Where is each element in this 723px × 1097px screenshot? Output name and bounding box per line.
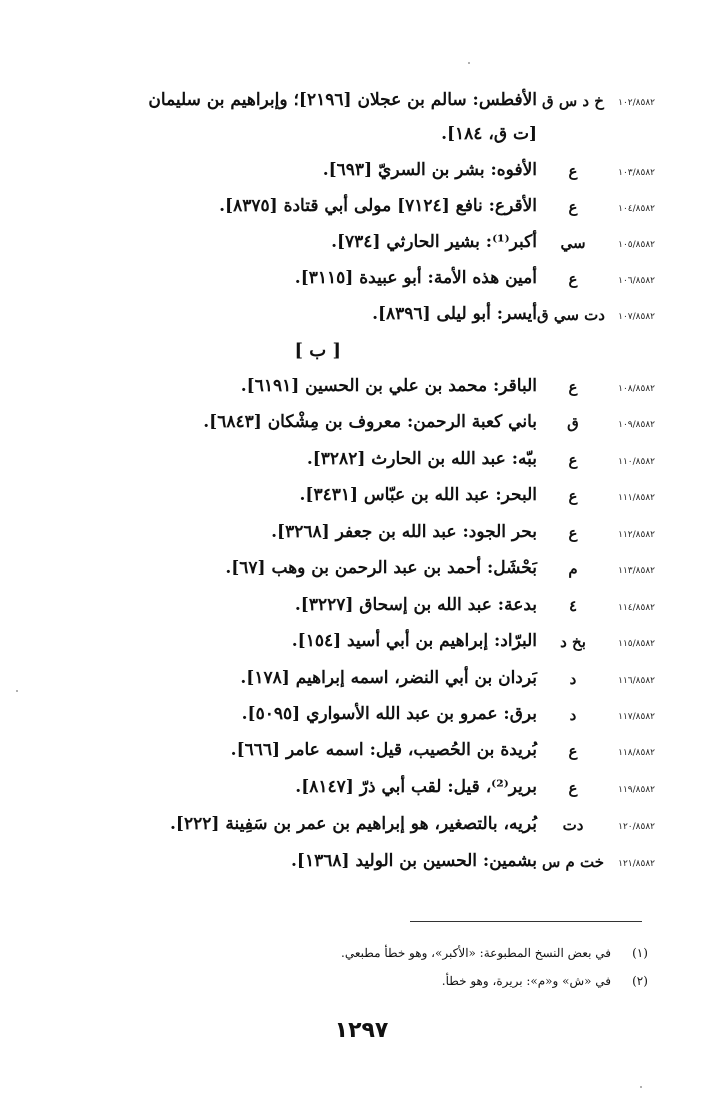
entry-number: ١١٧/٨٥٨٢ bbox=[618, 712, 655, 722]
entry-row bbox=[0, 522, 723, 552]
scan-speck bbox=[640, 1086, 642, 1088]
entry-number: ١١٢/٨٥٨٢ bbox=[618, 530, 655, 540]
entry-text: الأقرع: نافع [٧١٢٤] مولى أبي قتادة [٨٣٧٥]. bbox=[219, 196, 537, 216]
entry-continuation: [ت ق، ١٨٤]. bbox=[441, 124, 537, 144]
entry-text: الباقر: محمد بن علي بن الحسين [٦١٩١]. bbox=[240, 376, 537, 396]
entry-code: سي bbox=[560, 234, 586, 252]
entry-row bbox=[0, 814, 723, 844]
entry-number: ١١٥/٨٥٨٢ bbox=[618, 639, 655, 649]
entry-text: باني كعبة الرحمن: معروف بن مِشْكان [٦٨٤٣]. bbox=[203, 412, 537, 432]
entry-text: الأفطس: سالم بن عجلان [٢١٩٦]؛ وإبراهيم بن سليمان bbox=[148, 90, 537, 110]
entry-text: برق: عمرو بن عبد الله الأسواري [٥٠٩٥]. bbox=[241, 704, 537, 724]
entry-row bbox=[0, 704, 723, 734]
entry-code: ع bbox=[568, 742, 578, 760]
entry-row bbox=[0, 196, 723, 226]
entry-number: ١١٦/٨٥٨٢ bbox=[618, 676, 655, 686]
entry-row bbox=[0, 485, 723, 515]
entry-row bbox=[0, 631, 723, 661]
entry-text: بَردان بن أبي النضر، اسمه إبراهيم [١٧٨]. bbox=[240, 668, 537, 688]
entry-code: د bbox=[569, 706, 577, 724]
entry-number: ١٢١/٨٥٨٢ bbox=[618, 859, 655, 869]
entry-code: ق bbox=[567, 414, 579, 432]
entry-number: ١٠٥/٨٥٨٢ bbox=[618, 240, 655, 250]
footnote-text: في «ش» و«م»: بريرة، وهو خطأ. bbox=[441, 974, 611, 988]
entry-row bbox=[0, 595, 723, 625]
entry-code: ع bbox=[568, 378, 578, 396]
entry-code: ع bbox=[568, 451, 578, 469]
entry-text: ببّه: عبد الله بن الحارث [٣٢٨٢]. bbox=[306, 449, 537, 469]
footnote-number: (٢) bbox=[632, 974, 648, 988]
entry-code: ع bbox=[568, 162, 578, 180]
entry-number: ١٠٩/٨٥٨٢ bbox=[618, 420, 655, 430]
entry-number: ١٠٧/٨٥٨٢ bbox=[618, 312, 655, 322]
entry-row bbox=[0, 668, 723, 698]
footnote bbox=[55, 974, 655, 996]
entry-number: ١٠٦/٨٥٨٢ bbox=[618, 276, 655, 286]
entry-code: ع bbox=[568, 270, 578, 288]
entry-text: بُريدة بن الحُصيب، قيل: اسمه عامر [٦٦٦]. bbox=[230, 740, 537, 760]
scan-speck bbox=[468, 62, 470, 64]
entry-row bbox=[0, 412, 723, 442]
entry-row bbox=[0, 558, 723, 588]
entry-row bbox=[0, 376, 723, 406]
entry-text: البحر: عبد الله بن عبّاس [٣٤٣١]. bbox=[299, 485, 537, 505]
entry-number: ١١٩/٨٥٨٢ bbox=[618, 785, 655, 795]
entry-number: ١١٤/٨٥٨٢ bbox=[618, 603, 655, 613]
entry-row bbox=[0, 268, 723, 298]
entry-row bbox=[0, 740, 723, 770]
entry-text: بُريه، بالتصغير، هو إبراهيم بن عمر بن سَفِينة [٢٢٢]. bbox=[170, 814, 537, 834]
entry-row bbox=[0, 90, 723, 120]
entry-code: خت م س bbox=[541, 853, 605, 871]
footnote-divider bbox=[410, 921, 642, 922]
entry-number: ١٠٤/٨٥٨٢ bbox=[618, 204, 655, 214]
entry-number: ١٠٣/٨٥٨٢ bbox=[618, 168, 655, 178]
entry-number: ١١١/٨٥٨٢ bbox=[618, 493, 655, 503]
entry-number: ١١٣/٨٥٨٢ bbox=[618, 566, 655, 576]
footnote-number: (١) bbox=[632, 946, 648, 960]
entry-code: ٤ bbox=[568, 597, 578, 615]
entry-row bbox=[0, 160, 723, 190]
entry-code: بخ د bbox=[560, 633, 586, 651]
entry-number: ١٠٨/٨٥٨٢ bbox=[618, 384, 655, 394]
entry-text: بَحْشَل: أحمد بن عبد الرحمن بن وهب [٦٧]. bbox=[225, 558, 537, 578]
entry-text: بشمين: الحسين بن الوليد [١٣٦٨]. bbox=[291, 851, 537, 871]
entry-row bbox=[0, 232, 723, 262]
entry-text: بدعة: عبد الله بن إسحاق [٣٢٢٧]. bbox=[294, 595, 537, 615]
entry-number: ١٠٢/٨٥٨٢ bbox=[618, 98, 655, 108]
entry-text: أكبر⁽¹⁾: بشير الحارثي [٧٣٤]. bbox=[331, 232, 537, 252]
entry-code: ع bbox=[568, 198, 578, 216]
section-heading: [ ب ] bbox=[294, 340, 341, 361]
entry-code: ع bbox=[568, 779, 578, 797]
entry-row bbox=[0, 851, 723, 881]
entry-code: دت سي ق bbox=[537, 306, 605, 324]
entry-row bbox=[0, 449, 723, 479]
entry-text: أمين هذه الأمة: أبو عبيدة [٣١١٥]. bbox=[294, 268, 537, 288]
entry-text: الأفوه: بشر بن السريّ [٦٩٣]. bbox=[322, 160, 537, 180]
entry-text: بحر الجود: عبد الله بن جعفر [٣٢٦٨]. bbox=[271, 522, 537, 542]
footnote-text: في بعض النسخ المطبوعة: «الأكبر»، وهو خطأ مطبعي. bbox=[341, 946, 611, 960]
entry-text: برير⁽²⁾، قيل: لقب أبي ذرّ [٨١٤٧]. bbox=[295, 777, 537, 797]
entry-number: ١٢٠/٨٥٨٢ bbox=[618, 822, 655, 832]
entry-code: خ د س ق bbox=[542, 92, 604, 110]
entry-code: د bbox=[569, 670, 577, 688]
entry-row bbox=[0, 304, 723, 334]
scan-speck bbox=[16, 690, 18, 692]
entry-code: ع bbox=[568, 524, 578, 542]
entry-number: ١١٨/٨٥٨٢ bbox=[618, 748, 655, 758]
entry-text: البرّاد: إبراهيم بن أبي أسيد [١٥٤]. bbox=[291, 631, 537, 651]
footnote bbox=[55, 946, 655, 968]
entry-number: ١١٠/٨٥٨٢ bbox=[618, 457, 655, 467]
entry-code: م bbox=[568, 560, 578, 578]
entry-text: أيسر: أبو ليلى [٨٣٩٦]. bbox=[372, 304, 537, 324]
entry-row bbox=[0, 777, 723, 807]
page-number: ١٢٩٧ bbox=[334, 1018, 389, 1043]
entry-code: ع bbox=[568, 487, 578, 505]
entry-code: دت bbox=[562, 816, 584, 834]
